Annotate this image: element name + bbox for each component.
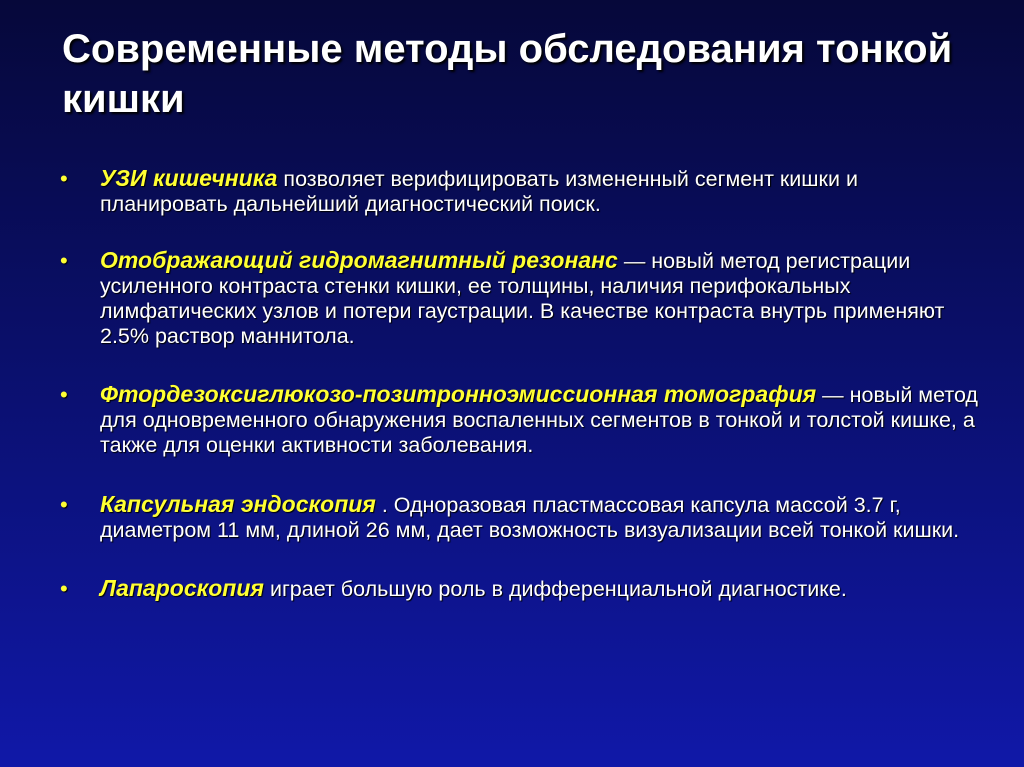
bullet-icon: • (60, 576, 68, 601)
list-item (60, 248, 990, 349)
bullet-icon: • (60, 492, 68, 517)
item-description: — новый метод для одновременного обнаружения воспаленных сегментов в тонкой и толстой кишке, а также для оценки активности заболевания. (100, 383, 978, 457)
bullet-list (60, 166, 990, 633)
term-capsule-endoscopy: Капсульная эндоскопия (100, 491, 376, 517)
bullet-icon: • (60, 382, 68, 407)
bullet-icon: • (60, 248, 68, 273)
bullet-icon: • (60, 166, 68, 191)
term-usi: УЗИ кишечника (100, 165, 278, 191)
item-description: — новый метод регистрации усиленного контраста стенки кишки, ее толщины, наличия перифокальных лимфатических узлов и потери гаустрации. В качестве контраста внутрь применяют 2.5% раствор маннитола. (100, 249, 945, 348)
term-pet: Фтордезоксиглюкозо-позитронноэмиссионная томография (100, 381, 817, 407)
list-item (60, 492, 990, 543)
list-item (60, 166, 990, 217)
term-laparoscopy: Лапароскопия (100, 575, 264, 601)
list-item (60, 576, 990, 602)
term-mr: Отображающий гидромагнитный резонанс (100, 247, 618, 273)
slide-title: Современные методы обследования тонкой кишки (62, 27, 953, 121)
item-description: позволяет верифицировать измененный сегмент кишки и планировать дальнейший диагностический поиск. (100, 167, 858, 216)
list-item (60, 382, 990, 458)
item-description: . Одноразовая пластмассовая капсула массой 3.7 г, диаметром 11 мм, длиной 26 мм, дает возможность визуализации всей тонкой кишки. (100, 493, 960, 542)
item-description: играет большую роль в дифференциальной диагностике. (263, 577, 847, 601)
